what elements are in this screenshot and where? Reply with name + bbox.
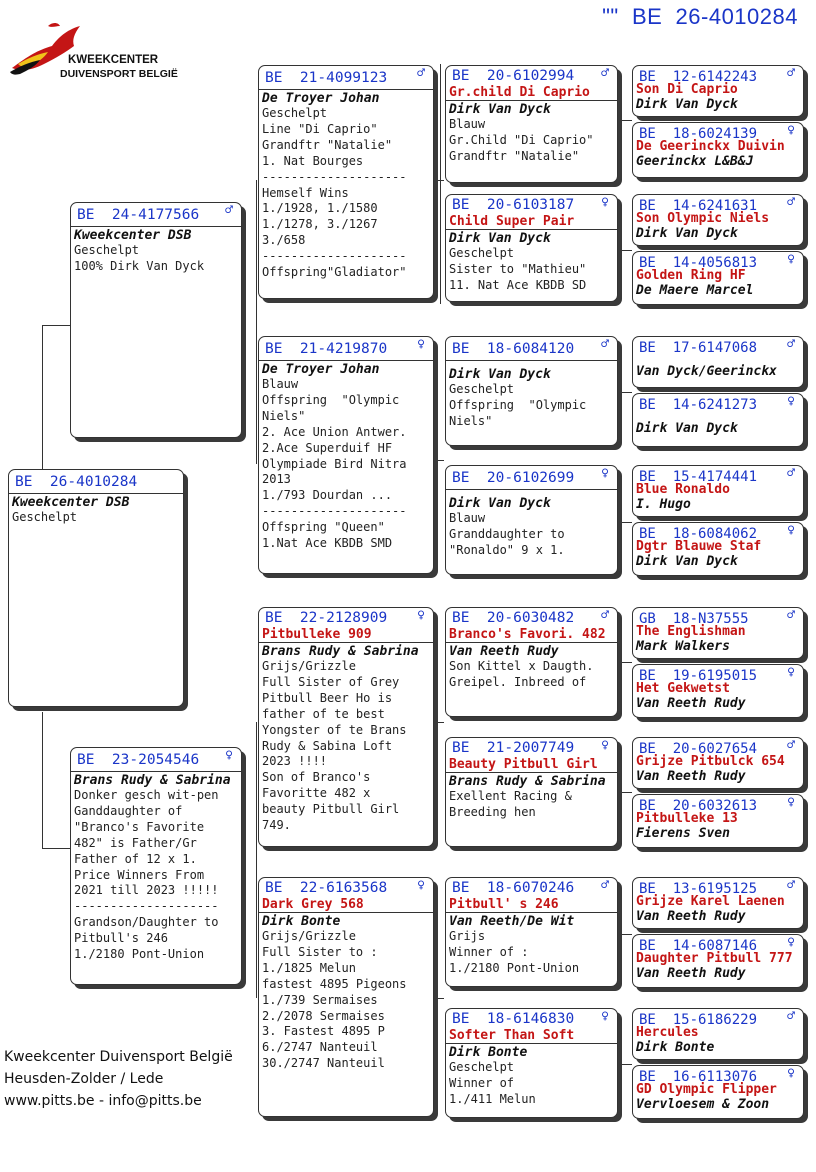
pigeon-card-ffm[interactable] [445,194,618,302]
breeder-name: Dirk Van Dyck [449,102,551,117]
male-icon: ♂ [787,738,795,753]
breeder-name: Van Dyck/Geerinckx [636,364,777,379]
detail-line: Offspring "Olympic [262,392,400,407]
pigeon-nickname: GD Olympic Flipper [636,1082,777,1097]
female-icon: ♀ [601,466,609,481]
detail-line: Grijs/Grizzle [262,929,356,943]
breeder-name: Dirk Van Dyck [636,554,738,569]
detail-line: 1./1928, 1./1580 [262,201,378,216]
footer-website-email[interactable]: www.pitts.be - info@pitts.be [4,1093,202,1109]
detail-line: -------------------- [262,169,407,184]
detail-line: 482" is Father/Gr [74,835,197,850]
ring-number: BE 14-4056813 ♀ [639,252,795,271]
female-icon: ♀ [787,795,795,810]
connector-line [42,325,70,326]
logo-text-line2: DUIVENSPORT BELGIË [60,68,178,80]
pigeon-nickname: Pitbull' s 246 [446,897,617,913]
detail-line: Son of Branco's [262,770,371,785]
female-icon: ♀ [417,608,425,623]
pigeon-nickname: Dgtr Blauwe Staf [636,539,762,554]
breeder-name: Dirk Bonte [636,1040,715,1055]
detail-line: Winner of [449,1075,515,1090]
pigeon-nickname: Hercules [636,1025,699,1040]
ring-number: BE 14-6241273 ♀ [639,394,795,413]
ring-number: BE 12-6142243 ♂ [639,66,795,85]
breeder-name: Dirk Van Dyck [449,367,551,382]
breeder-name: Geerinckx L&B&J [636,154,754,169]
breeder-name: Kweekcenter DSB [12,495,130,510]
detail-line: Winner of : [449,944,529,959]
detail-line: 1./1825 Melun [262,960,356,975]
pigeon-card-fmm[interactable] [445,465,618,575]
pigeon-nickname: Dark Grey 568 [259,897,433,913]
connector-line [440,64,441,304]
detail-line: Blauw [449,511,486,525]
pigeon-nickname: Grijze Karel Laenen [636,894,785,909]
detail-line: Grandftr "Natalie" [262,137,393,152]
male-icon: ♂ [787,608,795,623]
ring-number: BE 20-6027654 ♂ [639,738,795,757]
ring-number: BE 16-6113076 ♀ [639,1066,795,1085]
detail-line: Olympiade Bird Nitra [262,456,407,471]
pigeon-card-gen4[interactable] [632,65,804,117]
detail-line: Favoritte 482 x [262,786,371,801]
detail-line: Geschelpt [262,106,328,120]
male-icon: ♂ [787,195,795,210]
ring-number: BE 22-2128909 ♀ [265,608,425,626]
pigeon-nickname: De Geerinckx Duivin [636,139,785,154]
ring-number: BE 14-6241631 ♂ [639,195,795,214]
ring-number: BE 18-6024139 ♀ [639,123,795,142]
pigeon-card-ff[interactable] [258,65,434,299]
female-icon: ♀ [417,337,425,352]
detail-line: fastest 4895 Pigeons [262,976,407,991]
pigeon-card-gen4[interactable] [632,465,804,517]
detail-line: 2013 [262,472,291,487]
female-icon: ♀ [787,935,795,950]
breeder-name: Brans Rudy & Sabrina [74,773,231,788]
detail-line: Niels" [449,413,493,428]
breeder-name: Van Reeth Rudy [636,966,746,981]
male-icon: ♂ [787,878,795,893]
detail-line: 11. Nat Ace KBDB SD [449,277,587,292]
connector-line [42,712,43,848]
detail-line: Geschelpt [449,382,515,396]
breeder-name: Fierens Sven [636,826,730,841]
breeder-name: Dirk Van Dyck [449,231,551,246]
detail-line: Father of 12 x 1. [74,851,197,866]
detail-line: father of te best [262,706,385,721]
ring-number: BE 18-6084120 ♂ [446,337,617,361]
detail-line: -------------------- [262,249,407,264]
detail-line: 1./2180 Pont-Union [74,947,205,962]
connector-line [620,522,632,523]
detail-line: Exellent Racing & [449,789,572,803]
detail-line: Blauw [449,117,486,131]
ring-number: BE 20-6103187 ♀ [452,195,609,213]
connector-line [620,120,632,121]
pigeon-nickname: Daughter Pitbull 777 [636,951,793,966]
male-icon: ♂ [417,66,425,81]
pigeon-nickname: Branco's Favori. 482 [446,627,617,643]
detail-line: 1./1278, 3./1267 [262,217,378,232]
female-icon: ♀ [601,1009,609,1024]
pigeon-card-gen4[interactable] [632,1065,804,1119]
detail-line: 100% Dirk Van Dyck [74,258,205,273]
detail-line: Geschelpt [12,510,78,524]
pigeon-card-gen4[interactable] [632,934,804,988]
male-icon: ♂ [601,66,609,81]
detail-line: Niels" [262,408,306,423]
pigeon-card-mmf[interactable] [445,877,618,987]
detail-line: Greipel. Inbreed of [449,674,587,689]
breeder-name: Mark Walkers [636,639,730,654]
male-icon: ♂ [787,466,795,481]
connector-line [42,325,43,471]
female-icon: ♀ [601,738,609,753]
detail-line: 1./793 Dourdan ... [262,488,393,503]
breeder-name: Brans Rudy & Sabrina [449,774,606,789]
detail-line: Geschelpt [74,243,140,257]
kweekcenter-logo [8,16,188,82]
breeder-name: De Maere Marcel [636,283,754,298]
pigeon-nickname: Son Di Caprio [636,82,738,97]
detail-line: 2021 till 2023 !!!!! [74,883,219,898]
detail-line: 30./2747 Nanteuil [262,1056,385,1071]
pigeon-nickname: Pitbulleke 13 [636,811,738,826]
female-icon: ♀ [787,252,795,267]
detail-line: 3./658 [262,233,306,248]
pigeon-nickname: Softer Than Soft [446,1028,617,1044]
ring-number: BE 18-6070246 ♂ [452,878,609,896]
breeder-name: Dirk Van Dyck [636,226,738,241]
ring-number: BE 18-6146830 ♀ [452,1009,609,1027]
pigeon-card-gen4[interactable] [632,122,804,178]
male-icon: ♂ [787,337,795,352]
breeder-name: Van Reeth/De Wit [449,914,575,929]
ring-number: BE 19-6195015 ♀ [639,665,795,684]
male-icon: ♂ [601,878,609,893]
connector-line [256,722,257,998]
connector-line [620,792,632,793]
detail-line: 3. Fastest 4895 P [262,1024,385,1039]
detail-line: Grijs/Grizzle [262,659,356,673]
detail-line: "Branco's Favorite [74,819,205,834]
pigeon-nickname: Child Super Pair [446,214,617,230]
female-icon: ♀ [787,123,795,138]
detail-line: 1.Nat Ace KBDB SMD [262,536,393,551]
detail-line: 2023 !!!! [262,754,328,769]
male-icon: ♂ [787,66,795,81]
pigeon-card-gen4[interactable] [632,522,804,576]
footer-company: Kweekcenter Duivensport België [4,1049,233,1065]
breeder-name: Dirk Bonte [449,1045,528,1060]
pigeon-card-gen4[interactable] [632,393,804,447]
detail-line: Pitbull's 246 [74,931,168,946]
detail-line: 1./411 Melun [449,1091,536,1106]
ring-number: BE 24-4177566 ♂ [71,203,241,227]
detail-line: Full Sister of Grey [262,674,400,689]
detail-line: Offspring "Olympic [449,397,587,412]
pigeon-card-mm[interactable] [258,877,434,1117]
male-icon: ♂ [601,337,609,352]
connector-line [436,998,444,999]
pigeon-nickname: Pitbulleke 909 [259,627,433,643]
breeder-name: Van Reeth Rudy [636,769,746,784]
pigeon-card-mfm[interactable] [445,737,618,847]
detail-line: Gr.Child "Di Caprio" [449,132,594,147]
pigeon-card-gen4[interactable] [632,251,804,305]
connector-line [436,722,444,723]
detail-line: -------------------- [74,899,219,914]
ring-number: BE 15-4174441 ♂ [639,466,795,485]
pigeon-nickname: Blue Ronaldo [636,482,730,497]
female-icon: ♀ [787,1066,795,1081]
pigeon-card-gen4[interactable] [632,336,804,388]
detail-line: 2. Ace Union Antwer. [262,424,407,439]
female-icon: ♀ [787,523,795,538]
connector-line [620,392,632,393]
detail-line: Yongster of te Brans [262,722,407,737]
male-icon: ♂ [225,203,233,218]
connector-line [620,250,632,251]
detail-line: 749. [262,818,291,833]
detail-line: Price Winners From [74,867,205,882]
female-icon: ♀ [417,878,425,893]
male-icon: ♂ [787,1009,795,1024]
pigeon-card-subject[interactable] [8,469,184,707]
detail-line: beauty Pitbull Girl [262,802,400,817]
pigeon-nickname: Son Olympic Niels [636,211,770,226]
breeder-name: De Troyer Johan [262,362,380,377]
pigeon-card-gen4[interactable] [632,194,804,246]
ring-number: BE 17-6147068 ♂ [639,337,795,356]
pigeon-nickname: The Englishman [636,624,746,639]
connector-line [42,848,70,849]
footer-location: Heusden-Zolder / Lede [4,1071,164,1087]
detail-line: Offspring"Gladiator" [262,265,407,280]
detail-line: Breeding hen [449,804,536,819]
pigeon-card-gen4[interactable] [632,607,804,659]
pigeon-card-dam[interactable] [70,747,242,985]
detail-line: Line "Di Caprio" [262,121,378,136]
detail-line: Geschelpt [449,1060,515,1074]
pigeon-card-mf[interactable] [258,607,434,847]
pigeon-card-gen4[interactable] [632,794,804,848]
ring-number: BE 21-4099123 ♂ [259,66,433,90]
logo-text-line1: KWEEKCENTER [68,54,159,66]
male-icon: ♂ [601,608,609,623]
detail-line: 6./2747 Nanteuil [262,1040,378,1055]
pigeon-nickname: Golden Ring HF [636,268,746,283]
ring-number: BE 15-6186229 ♂ [639,1009,795,1028]
detail-line: Granddaughter to [449,526,565,541]
breeder-name: I. Hugo [636,497,691,512]
detail-line: Grandson/Daughter to [74,915,219,930]
breeder-name: Kweekcenter DSB [74,228,192,243]
connector-line [620,1064,632,1065]
pigeon-card-sire[interactable] [70,202,242,438]
breeder-name: Brans Rudy & Sabrina [262,644,419,659]
pigeon-card-fm[interactable] [258,336,434,574]
connector-line [620,662,632,663]
pigeon-card-gen4[interactable] [632,1008,804,1060]
ring-number: BE 22-6163568 ♀ [265,878,425,896]
breeder-name: Dirk Van Dyck [636,97,738,112]
detail-line: Full Sister to : [262,944,378,959]
ring-number: BE 20-6102699 ♀ [446,466,617,490]
detail-line: 2.Ace Superduif HF [262,440,393,455]
breeder-name: Vervloesem & Zoon [636,1097,770,1112]
pigeon-card-gen4[interactable] [632,877,804,929]
detail-line: 1./739 Sermaises [262,992,378,1007]
ring-number: BE 23-2054546 ♀ [71,748,241,772]
ring-number: BE 14-6087146 ♀ [639,935,795,954]
pigeon-card-fmf[interactable] [445,336,618,446]
breeder-name: Dirk Van Dyck [449,496,551,511]
connector-line [256,180,257,464]
pigeon-card-mff[interactable] [445,607,618,717]
connector-line [620,934,632,935]
detail-line: Geschelpt [449,246,515,260]
detail-line: Hemself Wins [262,185,349,200]
pigeon-card-gen4[interactable] [632,737,804,789]
breeder-name: Dirk Van Dyck [636,421,738,436]
detail-line: Pitbull Beer Ho is [262,690,393,705]
female-icon: ♀ [225,748,233,763]
detail-line: Grijs [449,929,486,943]
ring-number: BE 21-2007749 ♀ [452,738,609,756]
ring-number: GB 18-N37555 ♂ [639,608,795,627]
pigeon-card-mmm[interactable] [445,1008,618,1118]
pigeon-nickname: Grijze Pitbulck 654 [636,754,785,769]
detail-line: 1. Nat Bourges [262,153,364,168]
ring-number: BE 26-4010284 [9,470,183,494]
detail-line: Offspring "Queen" [262,520,385,535]
ring-number: BE 20-6032613 ♀ [639,795,795,814]
ring-number: BE 20-6030482 ♂ [452,608,609,626]
detail-line: "Ronaldo" 9 x 1. [449,542,565,557]
breeder-name: Dirk Bonte [262,914,341,929]
breeder-name: Van Reeth Rudy [636,696,746,711]
detail-line: -------------------- [262,504,407,519]
ring-number: BE 13-6195125 ♂ [639,878,795,897]
ring-number: BE 18-6084062 ♀ [639,523,795,542]
pigeon-card-gen4[interactable] [632,664,804,718]
breeder-name: De Troyer Johan [262,91,380,106]
detail-line: Son Kittel x Daugth. [449,659,594,673]
detail-line: 2./2078 Sermaises [262,1008,385,1023]
detail-line: Grandftr "Natalie" [449,148,580,163]
detail-line: Ganddaughter of [74,803,183,818]
pigeon-card-fff[interactable] [445,65,618,183]
footer-contact [4,1046,233,1112]
ring-number: BE 20-6102994 ♂ [452,66,609,84]
female-icon: ♀ [787,665,795,680]
pedigree-title: "" BE 26-4010284 [602,4,798,29]
detail-line: Blauw [262,377,299,391]
pigeon-nickname: Gr.child Di Caprio [446,85,617,101]
ring-number: BE 21-4219870 ♀ [259,337,433,361]
female-icon: ♀ [601,195,609,210]
detail-line: Sister to "Mathieu" [449,261,587,276]
detail-line: Donker gesch wit-pen [74,788,219,802]
pigeon-nickname: Het Gekwetst [636,681,730,696]
female-icon: ♀ [787,394,795,409]
connector-line [436,460,444,461]
detail-line: 1./2180 Pont-Union [449,960,580,975]
breeder-name: Van Reeth Rudy [449,644,559,659]
pigeon-nickname: Beauty Pitbull Girl [446,757,617,773]
detail-line: Rudy & Sabina Loft [262,738,393,753]
breeder-name: Van Reeth Rudy [636,909,746,924]
